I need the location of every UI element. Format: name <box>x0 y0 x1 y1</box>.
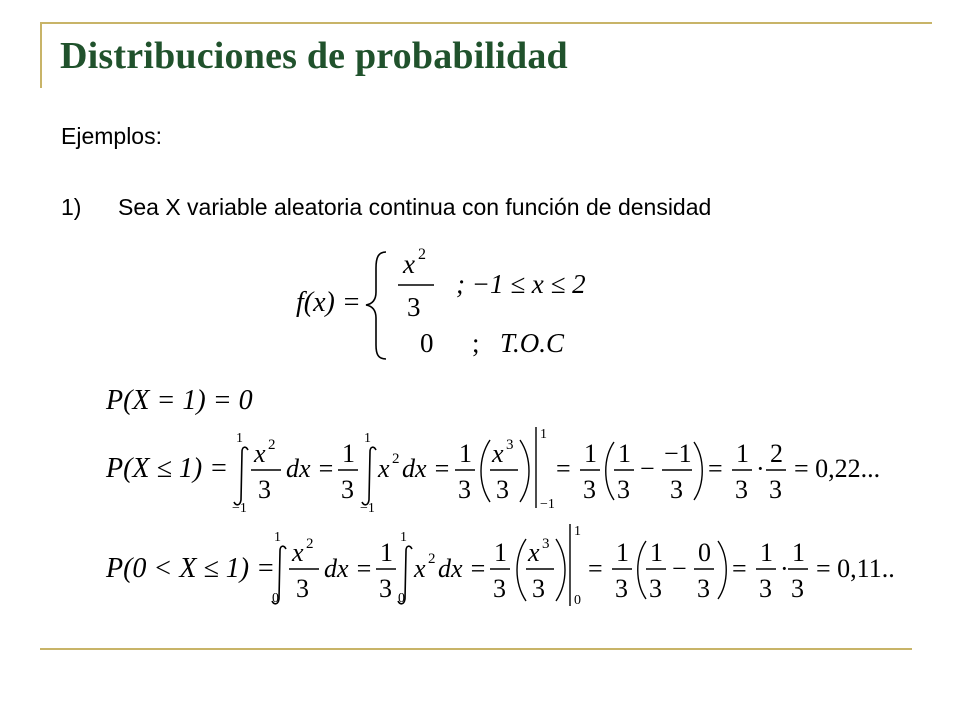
eq3-frac4-den: 3 <box>615 574 628 603</box>
eq2-frac8-num: 2 <box>770 439 783 468</box>
eq2-frac6-num: −1 <box>664 439 692 468</box>
eq2-frac7-num: 1 <box>736 439 749 468</box>
eq3-x3: x <box>528 538 540 567</box>
eq2-dot: · <box>756 454 765 483</box>
eq2-frac3-num: 1 <box>459 439 472 468</box>
slide-title: Distribuciones de probabilidad <box>60 35 568 77</box>
eq3-upper-2: 1 <box>400 530 407 545</box>
eq2-upper-1: 1 <box>236 431 243 446</box>
eq2-lower-2: −1 <box>360 501 375 516</box>
eq3-eval-upper: 1 <box>574 524 581 539</box>
eq3-upper-1: 1 <box>274 530 281 545</box>
eq3-frac2-den: 3 <box>379 574 392 603</box>
eq2-frac2-num: 1 <box>342 439 355 468</box>
eq3-eq2: = <box>732 554 747 583</box>
case2-val: 0 <box>420 328 434 358</box>
subtitle: Ejemplos: <box>61 123 162 149</box>
eq2-x3-exp: 3 <box>506 437 514 453</box>
eq2-eq2: = <box>708 454 723 483</box>
case1-cond: ; −1 ≤ x ≤ 2 <box>456 269 586 299</box>
eq2-x2dx: x <box>378 454 390 483</box>
eq3-frac3-den: 3 <box>493 574 506 603</box>
eq3-x3-exp: 3 <box>542 536 550 552</box>
eq2-dx: dx = <box>286 454 335 483</box>
eq3-result: = 0,11.. <box>816 554 895 583</box>
eq3-dot: · <box>780 554 789 583</box>
eq2-frac4-den: 3 <box>583 475 596 504</box>
eq2-frac8-den: 3 <box>769 475 782 504</box>
left-paren <box>638 541 646 599</box>
eq2-minus: − <box>640 454 655 483</box>
eq3-den-3: 3 <box>296 574 309 603</box>
eq3-x2dx-dx: dx = <box>438 554 487 583</box>
right-paren <box>718 541 726 599</box>
eq3-frac7-den: 3 <box>759 574 772 603</box>
eq2-x2dx-dx: dx = <box>402 454 451 483</box>
eq2-eq: = <box>556 454 571 483</box>
eq2-x2dx-exp: 2 <box>392 451 400 467</box>
case2-sep: ; <box>472 328 480 358</box>
eq3-dx: dx = <box>324 554 373 583</box>
eq3-frac3-num: 1 <box>494 538 507 567</box>
eq2-num-exp: 2 <box>268 437 276 453</box>
eq3-frac8-den: 3 <box>791 574 804 603</box>
eq2-eval-upper: 1 <box>540 427 547 442</box>
eq2-num-x2: x <box>254 439 266 468</box>
item-number: 1) <box>61 194 82 220</box>
eq3-lhs: P(0 < X ≤ 1) = <box>106 553 276 584</box>
eq2-den-3: 3 <box>258 475 271 504</box>
eq2-frac5-den: 3 <box>617 475 630 504</box>
eq3-frac4-num: 1 <box>616 538 629 567</box>
left-paren <box>517 539 526 601</box>
density-lhs: f(x) = <box>296 287 361 318</box>
eq3-frac5-den: 3 <box>649 574 662 603</box>
eq2-frac5-num: 1 <box>618 439 631 468</box>
eq2-upper-2: 1 <box>364 431 371 446</box>
eq3-x3-den: 3 <box>532 574 545 603</box>
eq3-num-x2: x <box>292 538 304 567</box>
eq3-frac5-num: 1 <box>650 538 663 567</box>
eq3-frac6-num: 0 <box>698 538 711 567</box>
case1-num: x <box>403 249 415 279</box>
eq3-lower-2: 0 <box>398 591 405 606</box>
eq3-lower-1: 0 <box>272 591 279 606</box>
eq2-result: = 0,22... <box>794 454 881 483</box>
eq2-lhs: P(X ≤ 1) = <box>106 453 229 484</box>
eq1-text: P(X = 1) = 0 <box>106 385 253 416</box>
eq2-frac4-num: 1 <box>584 439 597 468</box>
eq3-frac6-den: 3 <box>697 574 710 603</box>
case1-den: 3 <box>407 292 421 322</box>
item-text: Sea X variable aleatoria continua con función de densidad <box>118 194 712 220</box>
case1-exp: 2 <box>418 246 426 263</box>
eq2-frac7-den: 3 <box>735 475 748 504</box>
eq3-frac8-num: 1 <box>792 538 805 567</box>
eq3-frac2-num: 1 <box>380 538 393 567</box>
eq3-minus: − <box>672 554 687 583</box>
eq2-frac3-den: 3 <box>458 475 471 504</box>
eq3-x2dx: x <box>414 554 426 583</box>
right-paren <box>556 539 565 601</box>
eq2-x3: x <box>492 439 504 468</box>
eq3-eq: = <box>588 554 603 583</box>
eq2-x3-den: 3 <box>496 475 509 504</box>
eq2-frac6-den: 3 <box>670 475 683 504</box>
eq2-lower-1: −1 <box>232 501 247 516</box>
eq2-frac2-den: 3 <box>341 475 354 504</box>
eq3-eval-lower: 0 <box>574 593 581 608</box>
eq3-x2dx-exp: 2 <box>428 551 436 567</box>
eq2-eval-lower: −1 <box>540 497 555 512</box>
eq3-frac7-num: 1 <box>760 538 773 567</box>
case2-cond: T.O.C <box>500 328 565 358</box>
eq3-num-exp: 2 <box>306 536 314 552</box>
